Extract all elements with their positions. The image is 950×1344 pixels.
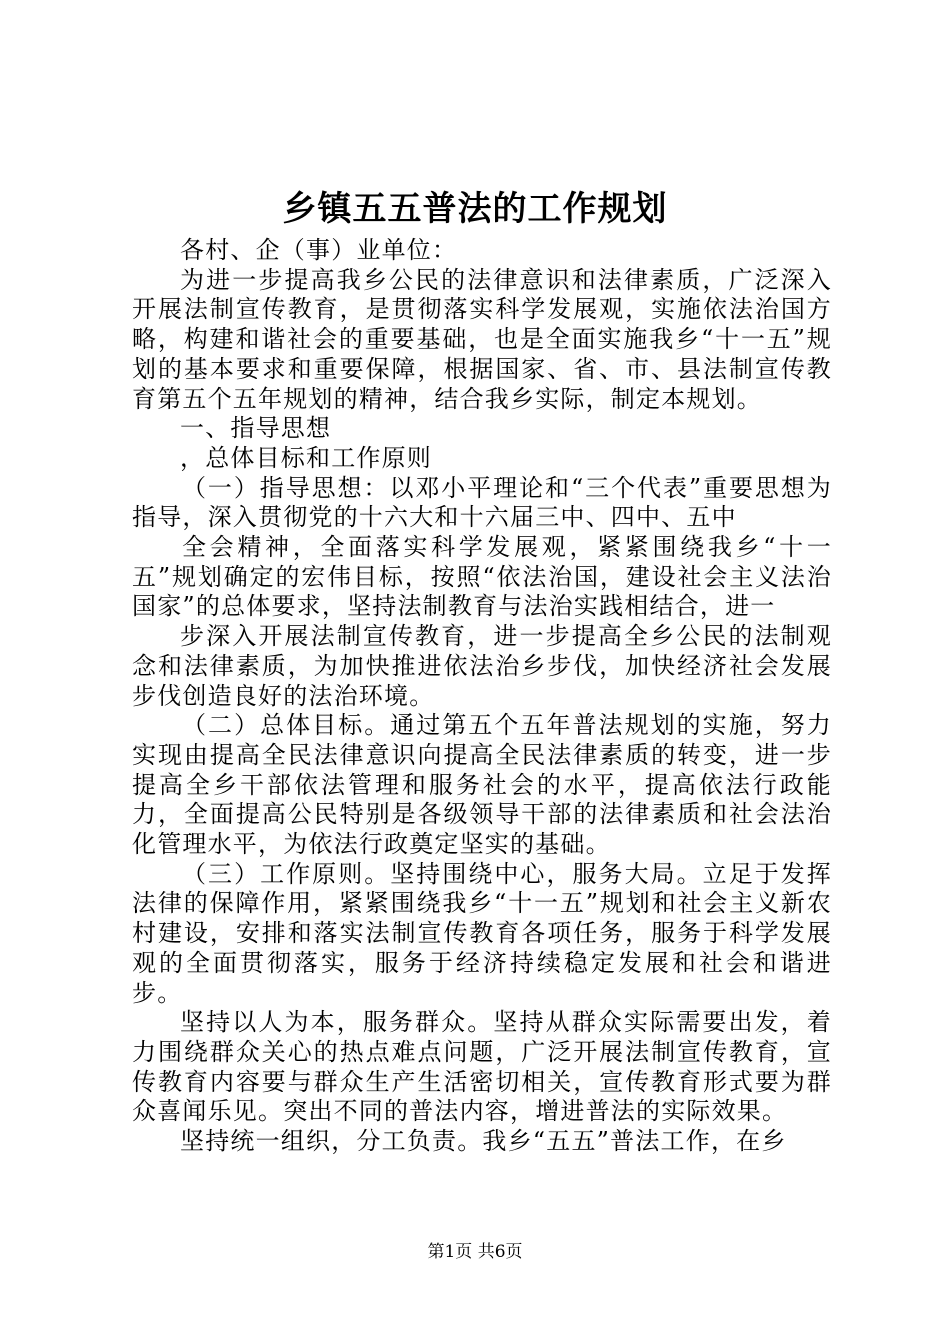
guiding-thought-paragraph: （一）指导思想：以邓小平理论和“三个代表”重要思想为指导，深入贯彻党的十六大和十六届三中、四中、五中 xyxy=(132,473,832,532)
page-number-footer: 第1页 共6页 xyxy=(427,1242,523,1262)
document-body xyxy=(132,236,832,1157)
intro-paragraph: 为进一步提高我乡公民的法律意识和法律素质，广泛深入开展法制宣传教育，是贯彻落实科学发展观，实施依法治国方略，构建和谐社会的重要基础，也是全面实施我乡“十一五”规划的基本要求和重要保障，根据国家、省、市、县法制宣传教育第五个五年规划的精神，结合我乡实际，制定本规划。 xyxy=(132,265,832,413)
document-title: 乡镇五五普法的工作规划 xyxy=(282,189,668,229)
unified-organization-paragraph: 坚持统一组织，分工负责。我乡“五五”普法工作，在乡 xyxy=(180,1127,787,1156)
section-heading-continued: ，总体目标和工作原则 xyxy=(180,443,432,472)
guiding-thought-continued: 全会精神，全面落实科学发展观，紧紧围绕我乡“十一五”规划确定的宏伟目标，按照“依法治国，建设社会主义法治国家”的总体要求，坚持法制教育与法治实践相结合，进一 xyxy=(132,533,832,621)
guiding-thought-continued-2: 步深入开展法制宣传教育，进一步提高全乡公民的法制观念和法律素质，为加快推进依法治乡步伐，加快经济社会发展步伐创造良好的法治环境。 xyxy=(132,622,832,710)
overall-goal-paragraph: （二）总体目标。通过第五个五年普法规划的实施，努力实现由提高全民法律意识向提高全民法律素质的转变，进一步提高全乡干部依法管理和服务社会的水平，提高依法行政能力，全面提高公民特别是各级领导干部的法律素质和社会法治化管理水平，为依法行政奠定坚实的基础。 xyxy=(132,711,832,859)
work-principle-paragraph: （三）工作原则。坚持围绕中心，服务大局。立足于发挥法律的保障作用，紧紧围绕我乡“十一五”规划和社会主义新农村建设，安排和落实法制宣传教育各项任务，服务于科学发展观的全面贯彻落实，服务于经济持续稳定发展和社会和谐进步。 xyxy=(132,859,832,1007)
section-heading: 一、指导思想 xyxy=(180,414,332,443)
salutation-paragraph: 各村、企（事）业单位： xyxy=(180,236,458,264)
people-oriented-paragraph: 坚持以人为本，服务群众。坚持从群众实际需要出发，着力围绕群众关心的热点难点问题，广泛开展法制宣传教育，宣传教育内容要与群众生产生活密切相关，宣传教育形式要为群众喜闻乐见。突出不同的普法内容，增进普法的实际效果。 xyxy=(132,1008,832,1126)
